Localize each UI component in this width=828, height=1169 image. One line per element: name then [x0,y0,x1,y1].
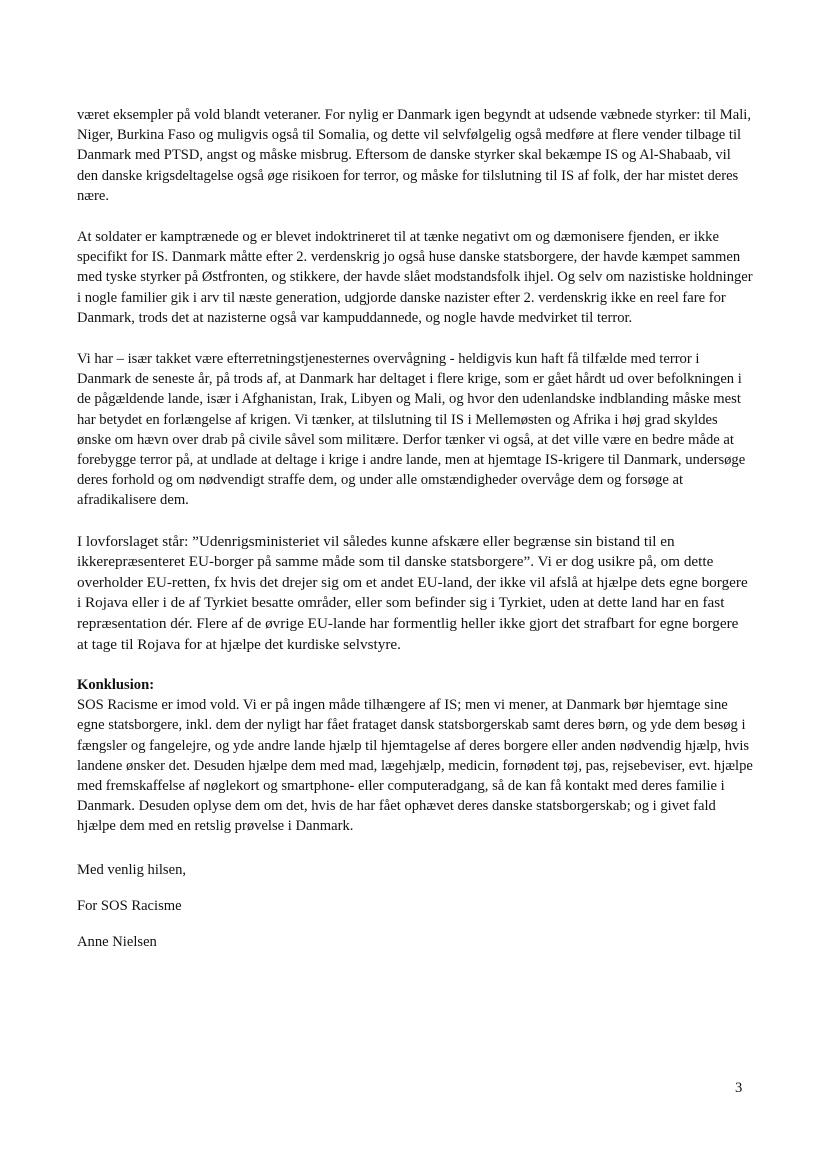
conclusion-section [77,675,753,836]
closing-greeting: Med venlig hilsen, [77,862,187,878]
conclusion-heading: Konklusion: [77,677,155,694]
paragraph-terror-prevention: Vi har – især takket være efterretningstjenesternes overvågning - heldigvis kun haft få tilfælde med terror i Danmark de seneste år, på trods af, at Danmark har deltaget i flere krige, som er gået hårdt ud over befolkningen i de pågældende lande, især i Afghanistan, Irak, Libyen og Mali, og hvor den udenlandske indblanding måske mest har betydet en forlængelse af krigen. Vi tænker, at tilslutning til IS i Mellemøsten og Afrika i høj grad skyldes ønske om hævn over drab på civile såvel som militære. Derfor tænker vi også, at det ville være en bedre måde at forebygge terror på, at undlade at deltage i krige i andre lande, men at hjemtage IS-krigere til Danmark, undersøge deres forhold og om nødvendigt straffe dem, og under alle omstændigheder overvåge dem og forsøge at afradikalisere dem. [77,351,746,509]
page-number: 3 [735,1080,743,1096]
document-body [77,105,753,837]
paragraph-bill-quote: I lovforslaget står: ”Udenrigsministeriet vil således kunne afskære eller begrænse sin bistand til en ikkerepræsenteret EU-borger på samme måde som til danske statsborgere”. Vi er dog usikre på, om dette overholder EU-retten, fx hvis det drejer sig om et andet EU-land, der ikke vil afslå at hjælpe dets egne borgere i Rojava eller i de af Tyrkiet besatte områder, eller som befinder sig i Tyrkiet, uden at dette land har en fast repræsentation dér. Flere af de øvrige EU-lande har formentlig heller ikke gjort det strafbart for egne borgere at tage til Rojava for at hjælpe det kurdiske selvstyre. [77,532,748,653]
conclusion-text: SOS Racisme er imod vold. Vi er på ingen måde tilhængere af IS; men vi mener, at Danmark bør hjemtage sine egne statsborgere, inkl. dem der nyligt har fået frataget dansk statsborgerskab samt deres børn, og yde dem besøg i fængsler og fangelejre, og yde andre lande hjælp til hjemtagelse af deres borgere eller anden nødvendig hjælp, hvis landene ønsker det. Desuden hjælpe dem med mad, lægehjælp, medicin, fornødent tøj, pas, rejsebeviser, evt. hjælpe med fremskaffelse af nøglekort og smartphone- eller computeradgang, så de kan få kontakt med deres familie i Danmark. Desuden oplyse dem om det, hvis de har fået ophævet deres danske statsborgerskab; og i givet fald hjælpe dem med en retslig prøvelse i Danmark. [77,697,753,835]
closing-signer: Anne Nielsen [77,934,157,950]
paragraph-veterans: været eksempler på vold blandt veteraner. For nylig er Danmark igen begyndt at udsende væbnede styrker: til Mali, Niger, Burkina Faso og muligvis også til Somalia, og dette vil selvfølgelig også medføre at flere vender tilbage til Danmark med PTSD, angst og måske misbrug. Eftersom de danske styrker skal bekæmpe IS og Al-Shabaab, vil den danske krigsdeltagelse også øge risikoen for terror, og måske for tilslutning til IS af folk, der har mistet deres nære. [77,107,751,204]
paragraph-soldiers-indoctrination: At soldater er kamptrænede og er blevet indoktrineret til at tænke negativt om og dæmonisere fjenden, er ikke specifikt for IS. Danmark måtte efter 2. verdenskrig jo også huse danske statsborgere, der havde kæmpet sammen med tyske styrker på Østfronten, og stikkere, der havde slået modstandsfolk ihjel. Og selv om nazistiske holdninger i nogle familier gik i arv til næste generation, udgjorde danske nazister efter 2. verdenskrig ikke en reel fare for Danmark, trods det at nazisterne også var kampuddannede, og nogle havde medvirket til terror. [77,229,753,326]
closing-organization: For SOS Racisme [77,898,182,914]
